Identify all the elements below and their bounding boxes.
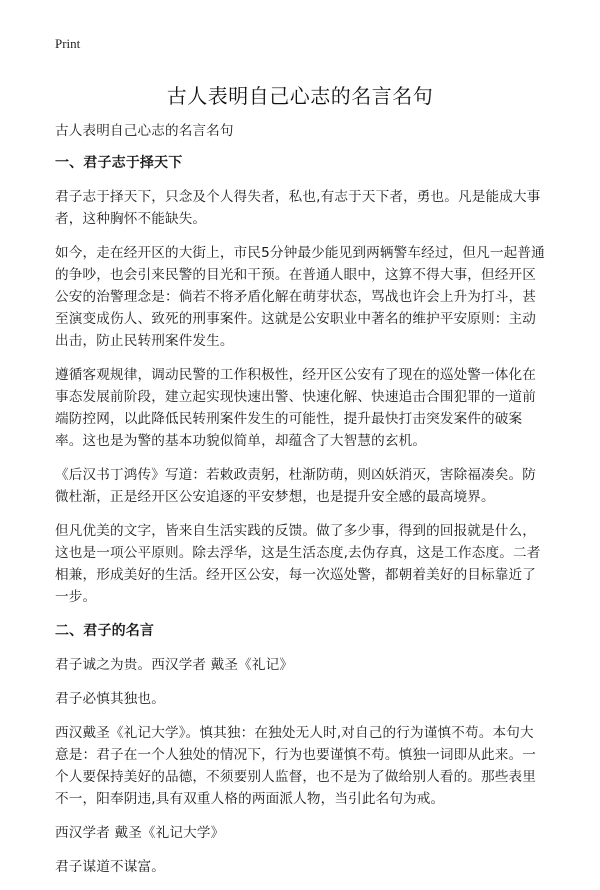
paragraph: 君子志于择天下，只念及个人得失者，私也,有志于天下者，勇也。凡是能成大事者，这种胸怀不能缺失。: [55, 189, 541, 227]
section-heading-1: 一、君子志于择天下: [55, 155, 183, 171]
paragraph: 遵循客观规律，调动民警的工作积极性，经开区公安有了现在的巡处警一体化在事态发展前阶段，建立起实现快速出警、快速化解、快速追击合围犯罪的一道前端防控网，以此降低民转刑案件发生的可能性，提升最快打击突发案件的破案率。这也是为警的基本功貌似简单，却蕴含了大智慧的玄机。: [55, 367, 537, 449]
paragraph: 西汉学者 戴圣《礼记大学》: [55, 825, 225, 841]
paragraph: 《后汉书丁鸿传》写道：若敕政责躬，杜渐防萌，则凶妖消灭，害除福凑矣。防微杜渐，正是经开区公安追逐的平安梦想，也是提升安全感的最高境界。: [55, 467, 537, 505]
paragraph: 君子谋道不谋富。: [55, 859, 165, 875]
print-link[interactable]: Print: [55, 36, 81, 51]
document-title: 古人表明自己心志的名言名句: [166, 84, 434, 108]
document-subtitle: 古人表明自己心志的名言名句: [55, 123, 234, 139]
paragraph: 西汉戴圣《礼记大学》。慎其独：在独处无人时,对自己的行为谨慎不苟。本句大意是：君子在一个人独处的情况下，行为也要谨慎不苟。慎独一词即从此来。一个人要保持美好的品德，不须要别人监督，也不是为了做给别人看的。那些表里不一，阳奉阴违,具有双重人格的两面派人物，当引此名句为戒。: [55, 725, 537, 807]
paragraph: 君子必慎其独也。: [55, 691, 165, 707]
paragraph: 如今，走在经开区的大街上，市民5分钟最少能见到两辆警车经过，但凡一起普通的争吵，也会引来民警的目光和干预。在普通人眼中，这算不得大事，但经开区公安的治警理念是：倘若不将矛盾化解在萌芽状态，骂战也许会上升为打斗，甚至演变成伤人、致死的刑事案件。这就是公安职业中著名的维护平安原则：主动出击，防止民转刑案件发生。: [55, 245, 545, 349]
paragraph: 但凡优美的文字，皆来自生活实践的反馈。做了多少事，得到的回报就是什么，这也是一项公平原则。除去浮华，这是生活态度,去伪存真，这是工作态度。二者相兼，形成美好的生活。经开区公安，每一次巡处警，都朝着美好的目标靠近了一步。: [55, 523, 541, 605]
paragraph: 君子诚之为贵。西汉学者 戴圣《礼记》: [55, 657, 294, 673]
section-heading-2: 二、君子的名言: [55, 623, 155, 639]
document-body: [55, 120, 547, 890]
